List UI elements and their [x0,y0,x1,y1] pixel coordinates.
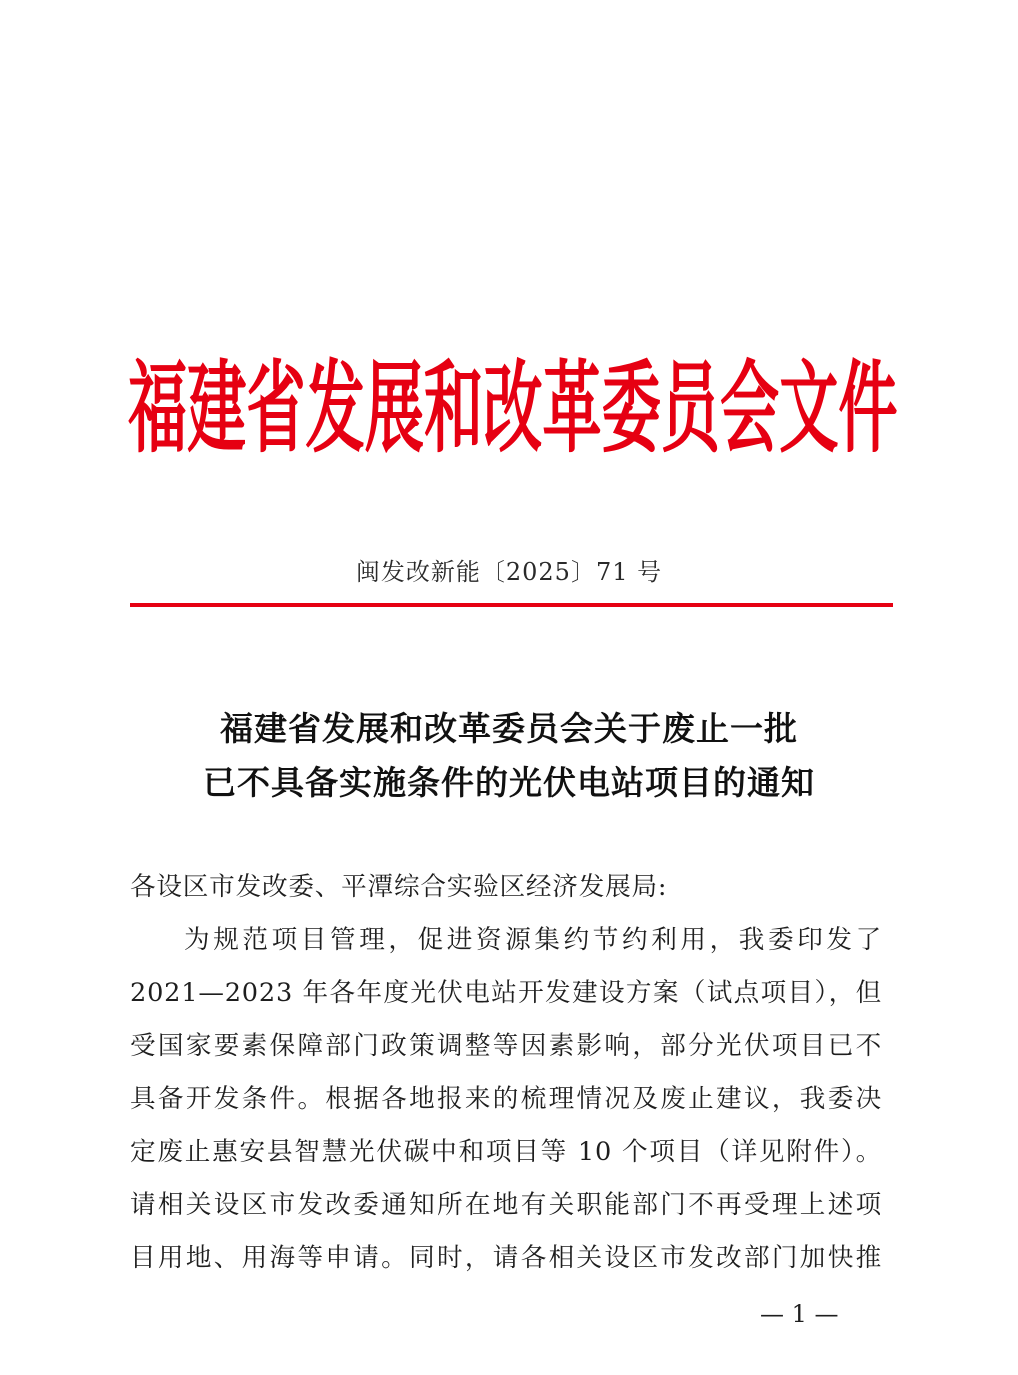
notice-title-line-1: 福建省发展和改革委员会关于废止一批 [220,709,798,748]
red-separator-line [130,603,893,607]
masthead-title-text: 福建省发展和改革委员会文件 [128,352,898,468]
body-line-1: 为规范项目管理，促进资源集约节约利用，我委印发了 [184,925,882,955]
notice-title-line-2: 已不具备实施条件的光伏电站项目的通知 [203,763,815,802]
page-number: — 1 — [760,1300,839,1328]
masthead-red-title [128,340,898,480]
document-number: 闽发改新能〔2025〕71 号 [355,558,663,586]
body-line-5: 定废止惠安县智慧光伏碳中和项目等 10 个项目（详见附件）。 [130,1137,882,1167]
salutation: 各设区市发改委、平潭综合实验区经济发展局: [130,872,668,902]
body-line-3: 受国家要素保障部门政策调整等因素影响，部分光伏项目已不 [130,1031,882,1061]
body-line-7: 目用地、用海等申请。同时，请各相关设区市发改部门加快推 [130,1243,882,1273]
body-line-2: 2021—2023 年各年度光伏电站开发建设方案（试点项目），但 [130,978,882,1008]
body-line-4: 具备开发条件。根据各地报来的梳理情况及废止建议，我委决 [130,1084,882,1114]
body-line-6: 请相关设区市发改委通知所在地有关职能部门不再受理上述项 [130,1190,882,1220]
